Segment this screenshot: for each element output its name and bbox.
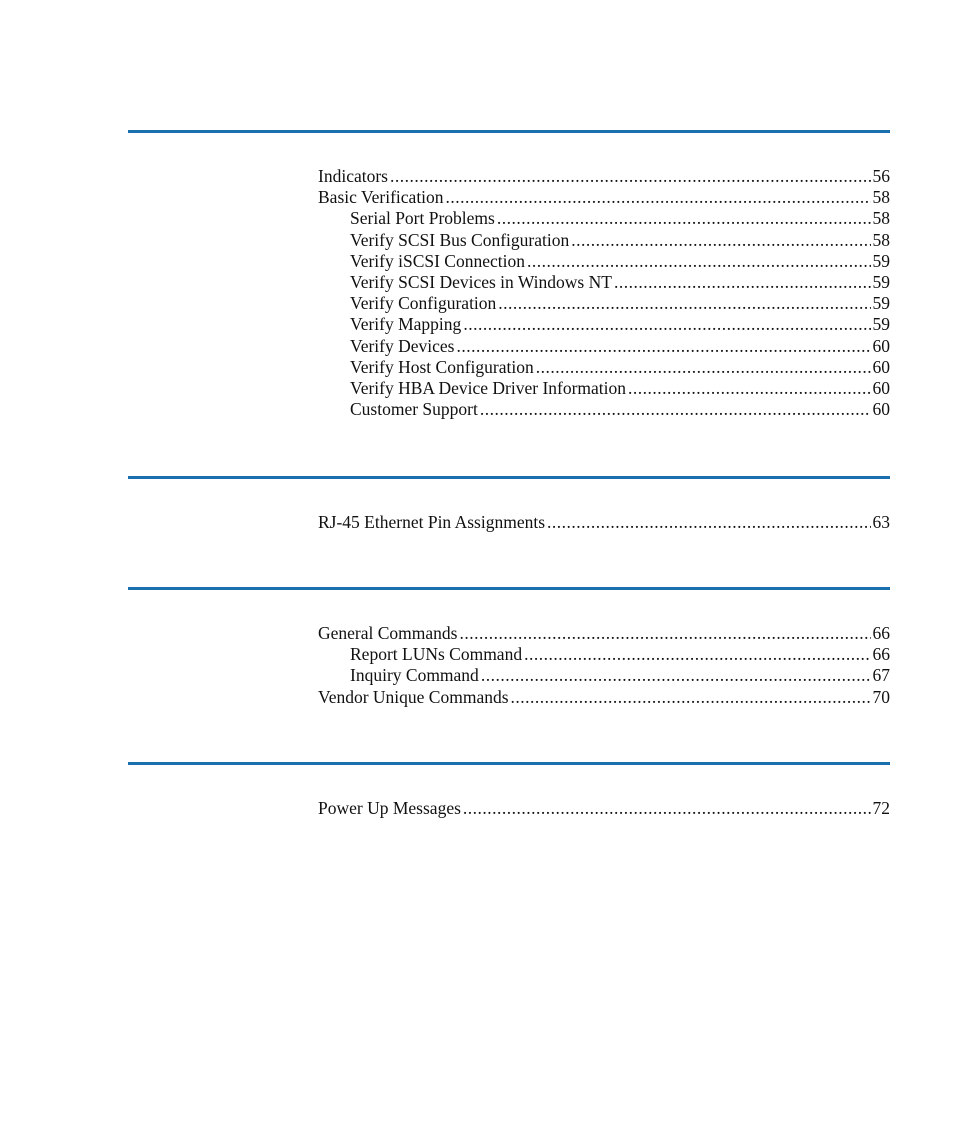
toc-dot-leader	[547, 512, 870, 533]
toc-section	[318, 623, 890, 708]
toc-entry[interactable]	[318, 644, 890, 665]
toc-entry-title: Verify iSCSI Connection	[350, 250, 525, 271]
toc-entry[interactable]	[318, 272, 890, 293]
toc-page-number: 60	[872, 356, 890, 377]
toc-page-number: 70	[872, 686, 890, 707]
toc-entry-title: Verify Mapping	[350, 314, 462, 335]
toc-entry[interactable]	[318, 512, 890, 533]
toc-dot-leader	[459, 623, 870, 644]
toc-page-number: 59	[872, 293, 890, 314]
toc-entry[interactable]	[318, 399, 890, 420]
toc-dot-leader	[446, 187, 871, 208]
toc-entry[interactable]	[318, 293, 890, 314]
toc-page-number: 59	[872, 314, 890, 335]
toc-entry-title: Inquiry Command	[350, 665, 479, 686]
toc-page-number: 58	[872, 229, 890, 250]
toc-dot-leader	[463, 798, 871, 819]
toc-entry-title: Power Up Messages	[318, 798, 461, 818]
toc-entry[interactable]	[318, 357, 890, 378]
toc-page-number: 59	[872, 250, 890, 271]
toc-dot-leader	[571, 230, 870, 251]
toc-dot-leader	[497, 208, 871, 229]
section-divider	[128, 762, 890, 765]
toc-dot-leader	[481, 665, 871, 686]
toc-page-number: 60	[872, 377, 890, 398]
toc-entry-title: Verify Devices	[350, 335, 455, 356]
toc-entry-title: Report LUNs Command	[350, 644, 523, 665]
toc-entry[interactable]	[318, 798, 890, 819]
toc-section	[318, 512, 890, 533]
toc-entry-title: Verify Configuration	[350, 293, 497, 314]
toc-dot-leader	[498, 293, 870, 314]
toc-entry-title: Verify SCSI Devices in Windows NT	[350, 271, 612, 292]
toc-entry[interactable]	[318, 623, 890, 644]
toc-dot-leader	[390, 166, 871, 187]
section-divider	[128, 476, 890, 479]
toc-page-number: 60	[872, 399, 890, 420]
toc-entry[interactable]	[318, 378, 890, 399]
toc-entry-title: Verify SCSI Bus Configuration	[350, 229, 570, 250]
section-divider	[128, 130, 890, 133]
toc-entry-title: Serial Port Problems	[350, 208, 495, 229]
toc-page-number: 66	[872, 623, 890, 643]
toc-entry[interactable]	[318, 251, 890, 272]
toc-section	[318, 166, 890, 420]
toc-entry[interactable]	[318, 187, 890, 208]
toc-entry[interactable]	[318, 314, 890, 335]
toc-entry-title: Verify HBA Device Driver Information	[350, 377, 627, 398]
toc-page-number: 60	[872, 335, 890, 356]
toc-entry-title: Customer Support	[350, 399, 478, 420]
section-divider	[128, 587, 890, 590]
toc-entry-title: Verify Host Configuration	[350, 356, 534, 377]
toc-page-number: 59	[872, 271, 890, 292]
toc-dot-leader	[511, 687, 871, 708]
toc-section	[318, 798, 890, 819]
toc-entry[interactable]	[318, 208, 890, 229]
toc-entry-title: RJ-45 Ethernet Pin Assignments	[318, 512, 546, 532]
toc-entry[interactable]	[318, 687, 890, 708]
toc-page-number: 66	[872, 644, 890, 665]
toc-page-number: 56	[872, 166, 890, 186]
toc-entry[interactable]	[318, 166, 890, 187]
toc-page-number: 58	[872, 187, 890, 208]
toc-dot-leader	[456, 336, 870, 357]
toc-page-number: 67	[872, 665, 890, 686]
toc-entry[interactable]	[318, 336, 890, 357]
toc-page-number: 72	[872, 798, 890, 818]
toc-entry[interactable]	[318, 665, 890, 686]
toc-dot-leader	[527, 251, 871, 272]
toc-dot-leader	[614, 272, 871, 293]
toc-dot-leader	[480, 399, 871, 420]
toc-entry-title: General Commands	[318, 623, 458, 643]
toc-entry-title: Basic Verification	[318, 187, 444, 208]
toc-entry[interactable]	[318, 230, 890, 251]
toc-dot-leader	[536, 357, 871, 378]
toc-page-number: 63	[872, 512, 890, 532]
toc-dot-leader	[628, 378, 870, 399]
toc-entry-title: Vendor Unique Commands	[318, 686, 509, 707]
toc-page-number: 58	[872, 208, 890, 229]
toc-dot-leader	[463, 314, 870, 335]
toc-dot-leader	[524, 644, 870, 665]
toc-entry-title: Indicators	[318, 166, 388, 186]
